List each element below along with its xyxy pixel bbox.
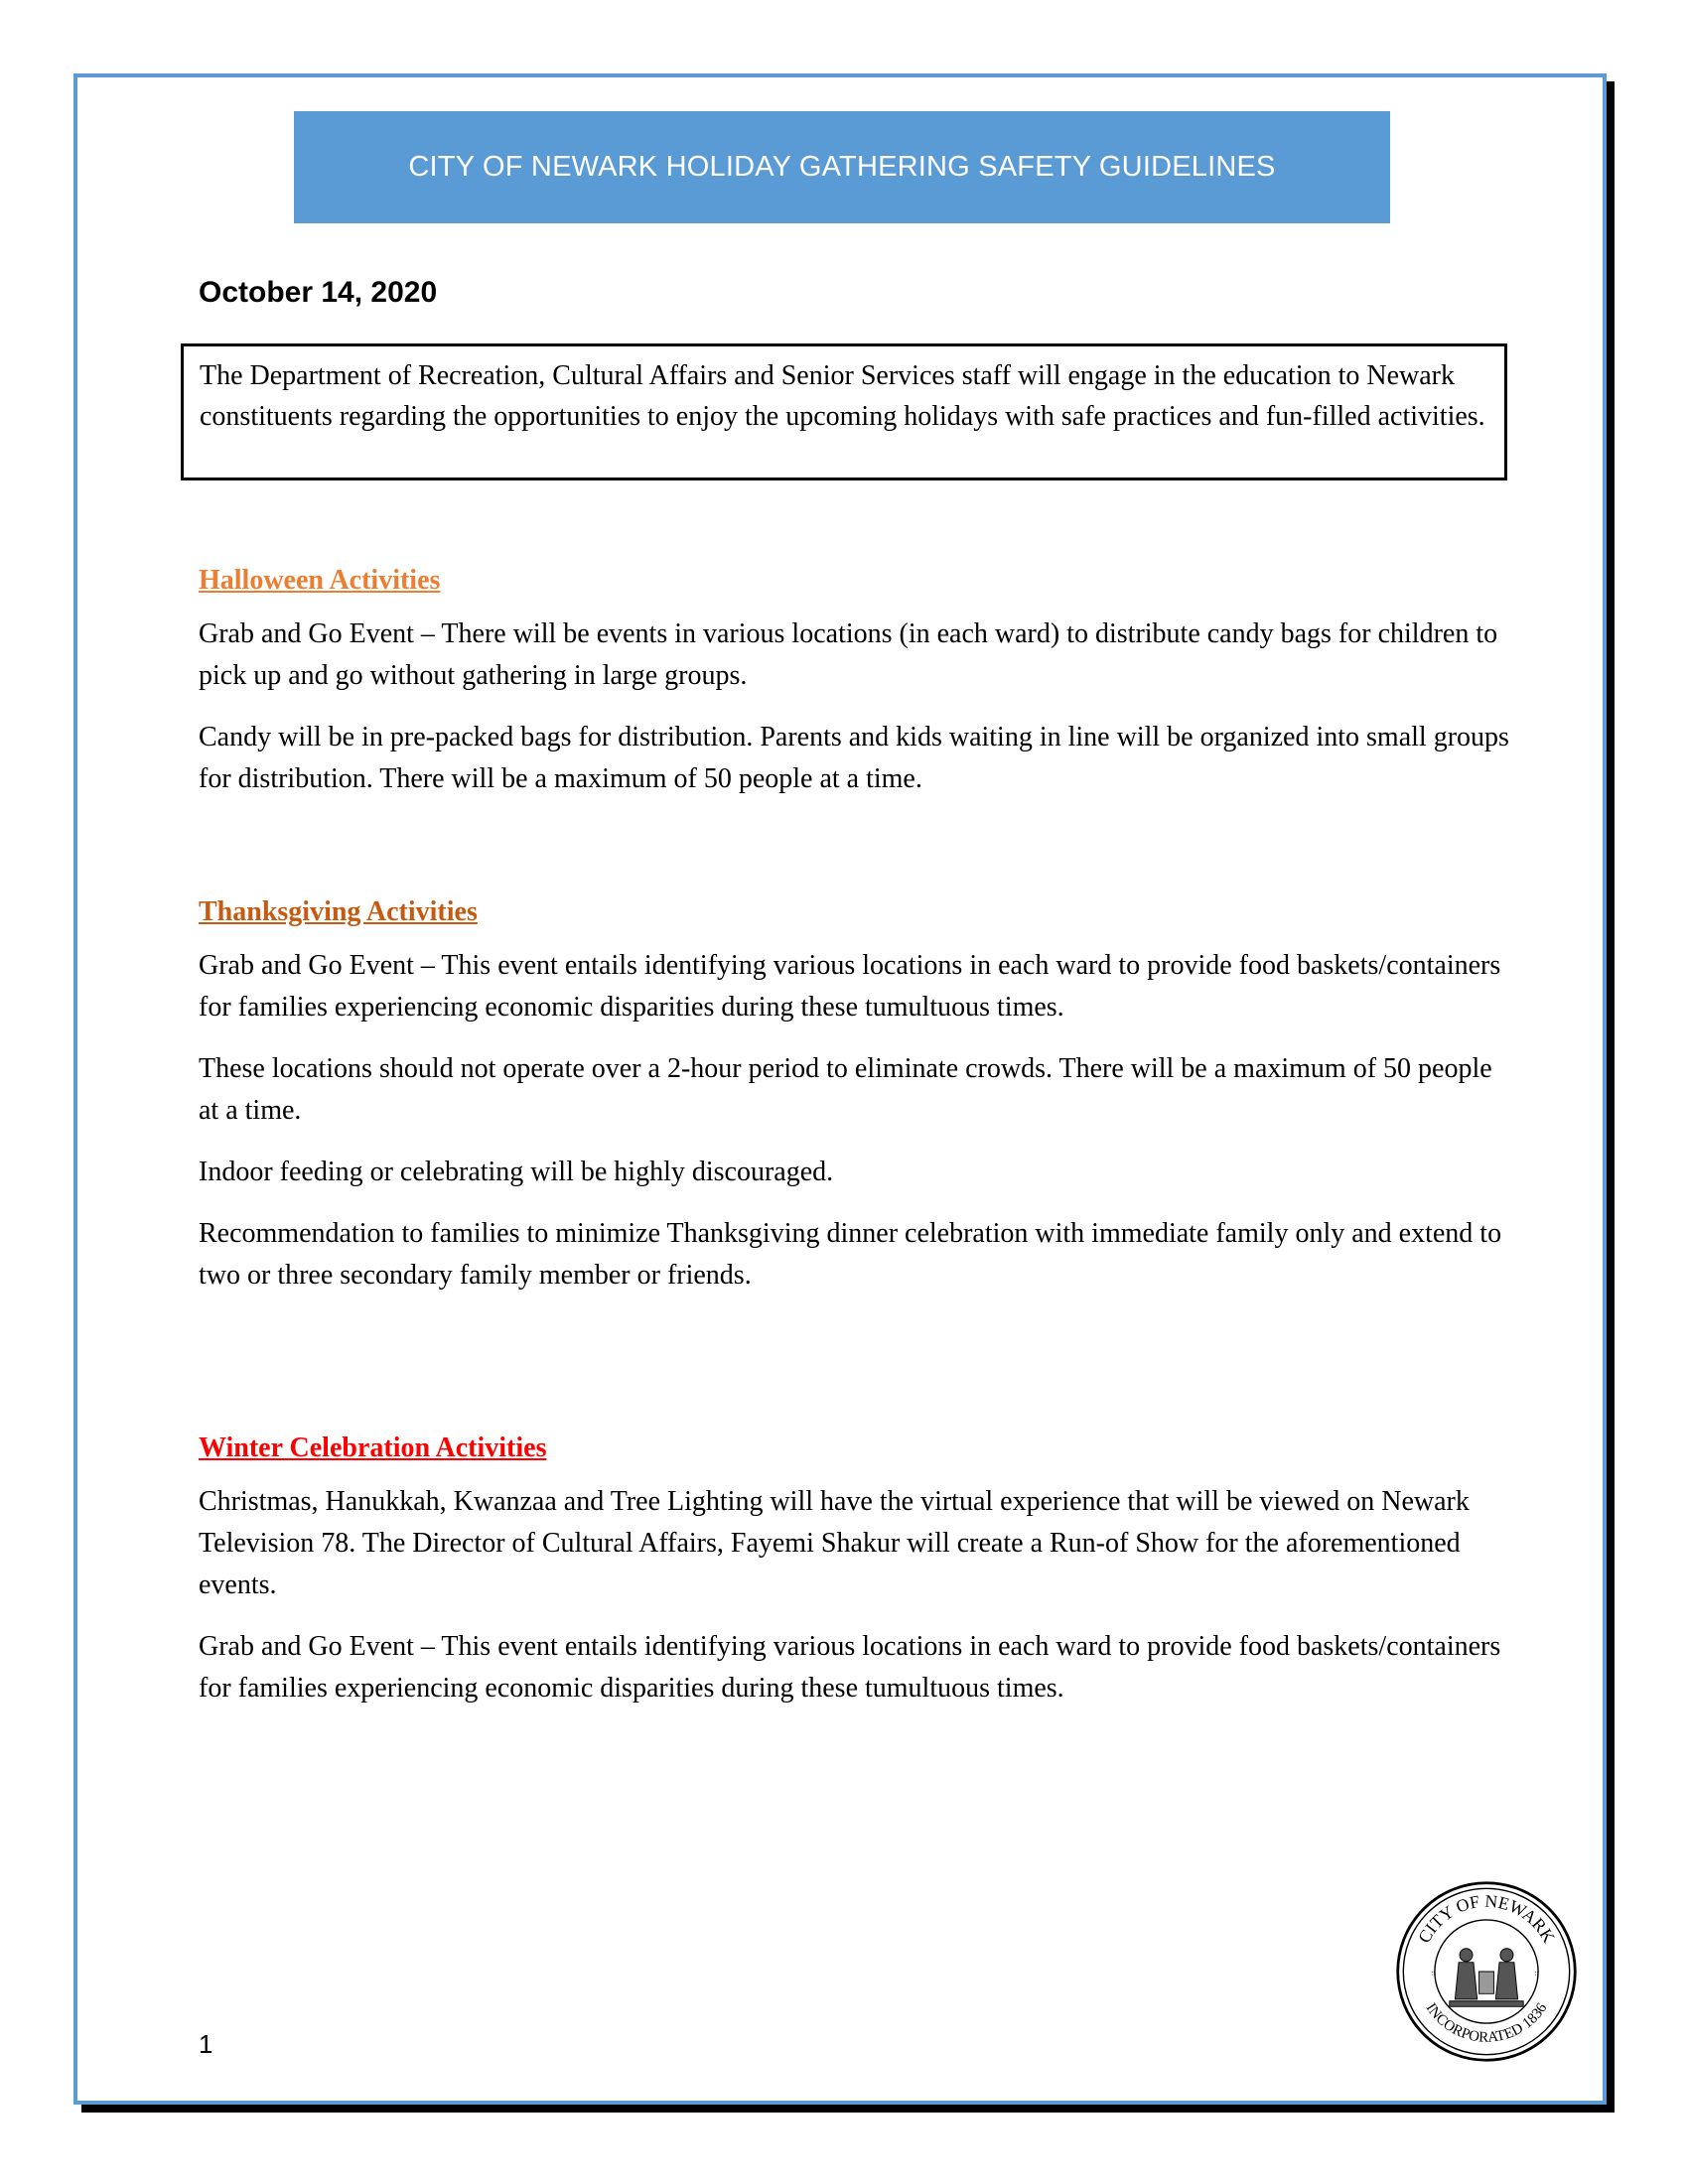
section-heading-halloween: Halloween Activities (199, 565, 441, 596)
paragraph: Christmas, Hanukkah, Kwanzaa and Tree Lighting will have the virtual experience that will be viewed on Newark Television 78. The Director of Cultural Affairs, Fayemi Shakur will create a Run-of Show for the aforementioned events. (199, 1486, 1470, 1600)
section-thanksgiving (199, 893, 1509, 1316)
intro-box (181, 343, 1507, 480)
title-banner (294, 111, 1390, 223)
svg-text:::: :: (1431, 1968, 1436, 1978)
seal-top-text: CITY OF NEWARK (1413, 1890, 1560, 1947)
svg-text:::: :: (1534, 1968, 1539, 1978)
paragraph: Grab and Go Event – There will be events in various locations (in each ward) to distribute candy bags for children to pick up and go without gathering in large groups. (199, 618, 1498, 691)
document-title: CITY OF NEWARK HOLIDAY GATHERING SAFETY GUIDELINES (408, 151, 1276, 183)
section-halloween (199, 562, 1509, 820)
paragraph: Grab and Go Event – This event entails identifying various locations in each ward to provide food baskets/containers for families experiencing economic disparities during these tumultuous times. (199, 950, 1501, 1023)
city-seal-logo (1394, 1879, 1579, 2064)
paragraph: Grab and Go Event – This event entails identifying various locations in each ward to provide food baskets/containers for families experiencing economic disparities during these tumultuous times. (199, 1631, 1501, 1704)
seal-bottom-text: INCORPORATED 1836 (1422, 2000, 1551, 2046)
paragraph: Candy will be in pre-packed bags for distribution. Parents and kids waiting in line will be organized into small groups for distribution. There will be a maximum of 50 people at a time. (199, 722, 1509, 794)
section-heading-winter: Winter Celebration Activities (199, 1433, 547, 1463)
paragraph: These locations should not operate over a 2-hour period to eliminate crowds. There will be a maximum of 50 people at a time. (199, 1053, 1492, 1126)
paragraph: Indoor feeding or celebrating will be highly discouraged. (199, 1157, 834, 1187)
section-heading-thanksgiving: Thanksgiving Activities (199, 896, 478, 927)
document-date: October 14, 2020 (199, 276, 438, 309)
paragraph: Recommendation to families to minimize Thanksgiving dinner celebration with immediate family only and extend to two or three secondary family member or friends. (199, 1218, 1502, 1291)
intro-text: The Department of Recreation, Cultural Affairs and Senior Services staff will engage in the education to Newark constituents regarding the opportunities to enjoy the upcoming holidays with safe practices and fun-filled activities. (200, 360, 1485, 432)
page-number: 1 (199, 2029, 213, 2059)
section-winter (199, 1430, 1509, 1729)
